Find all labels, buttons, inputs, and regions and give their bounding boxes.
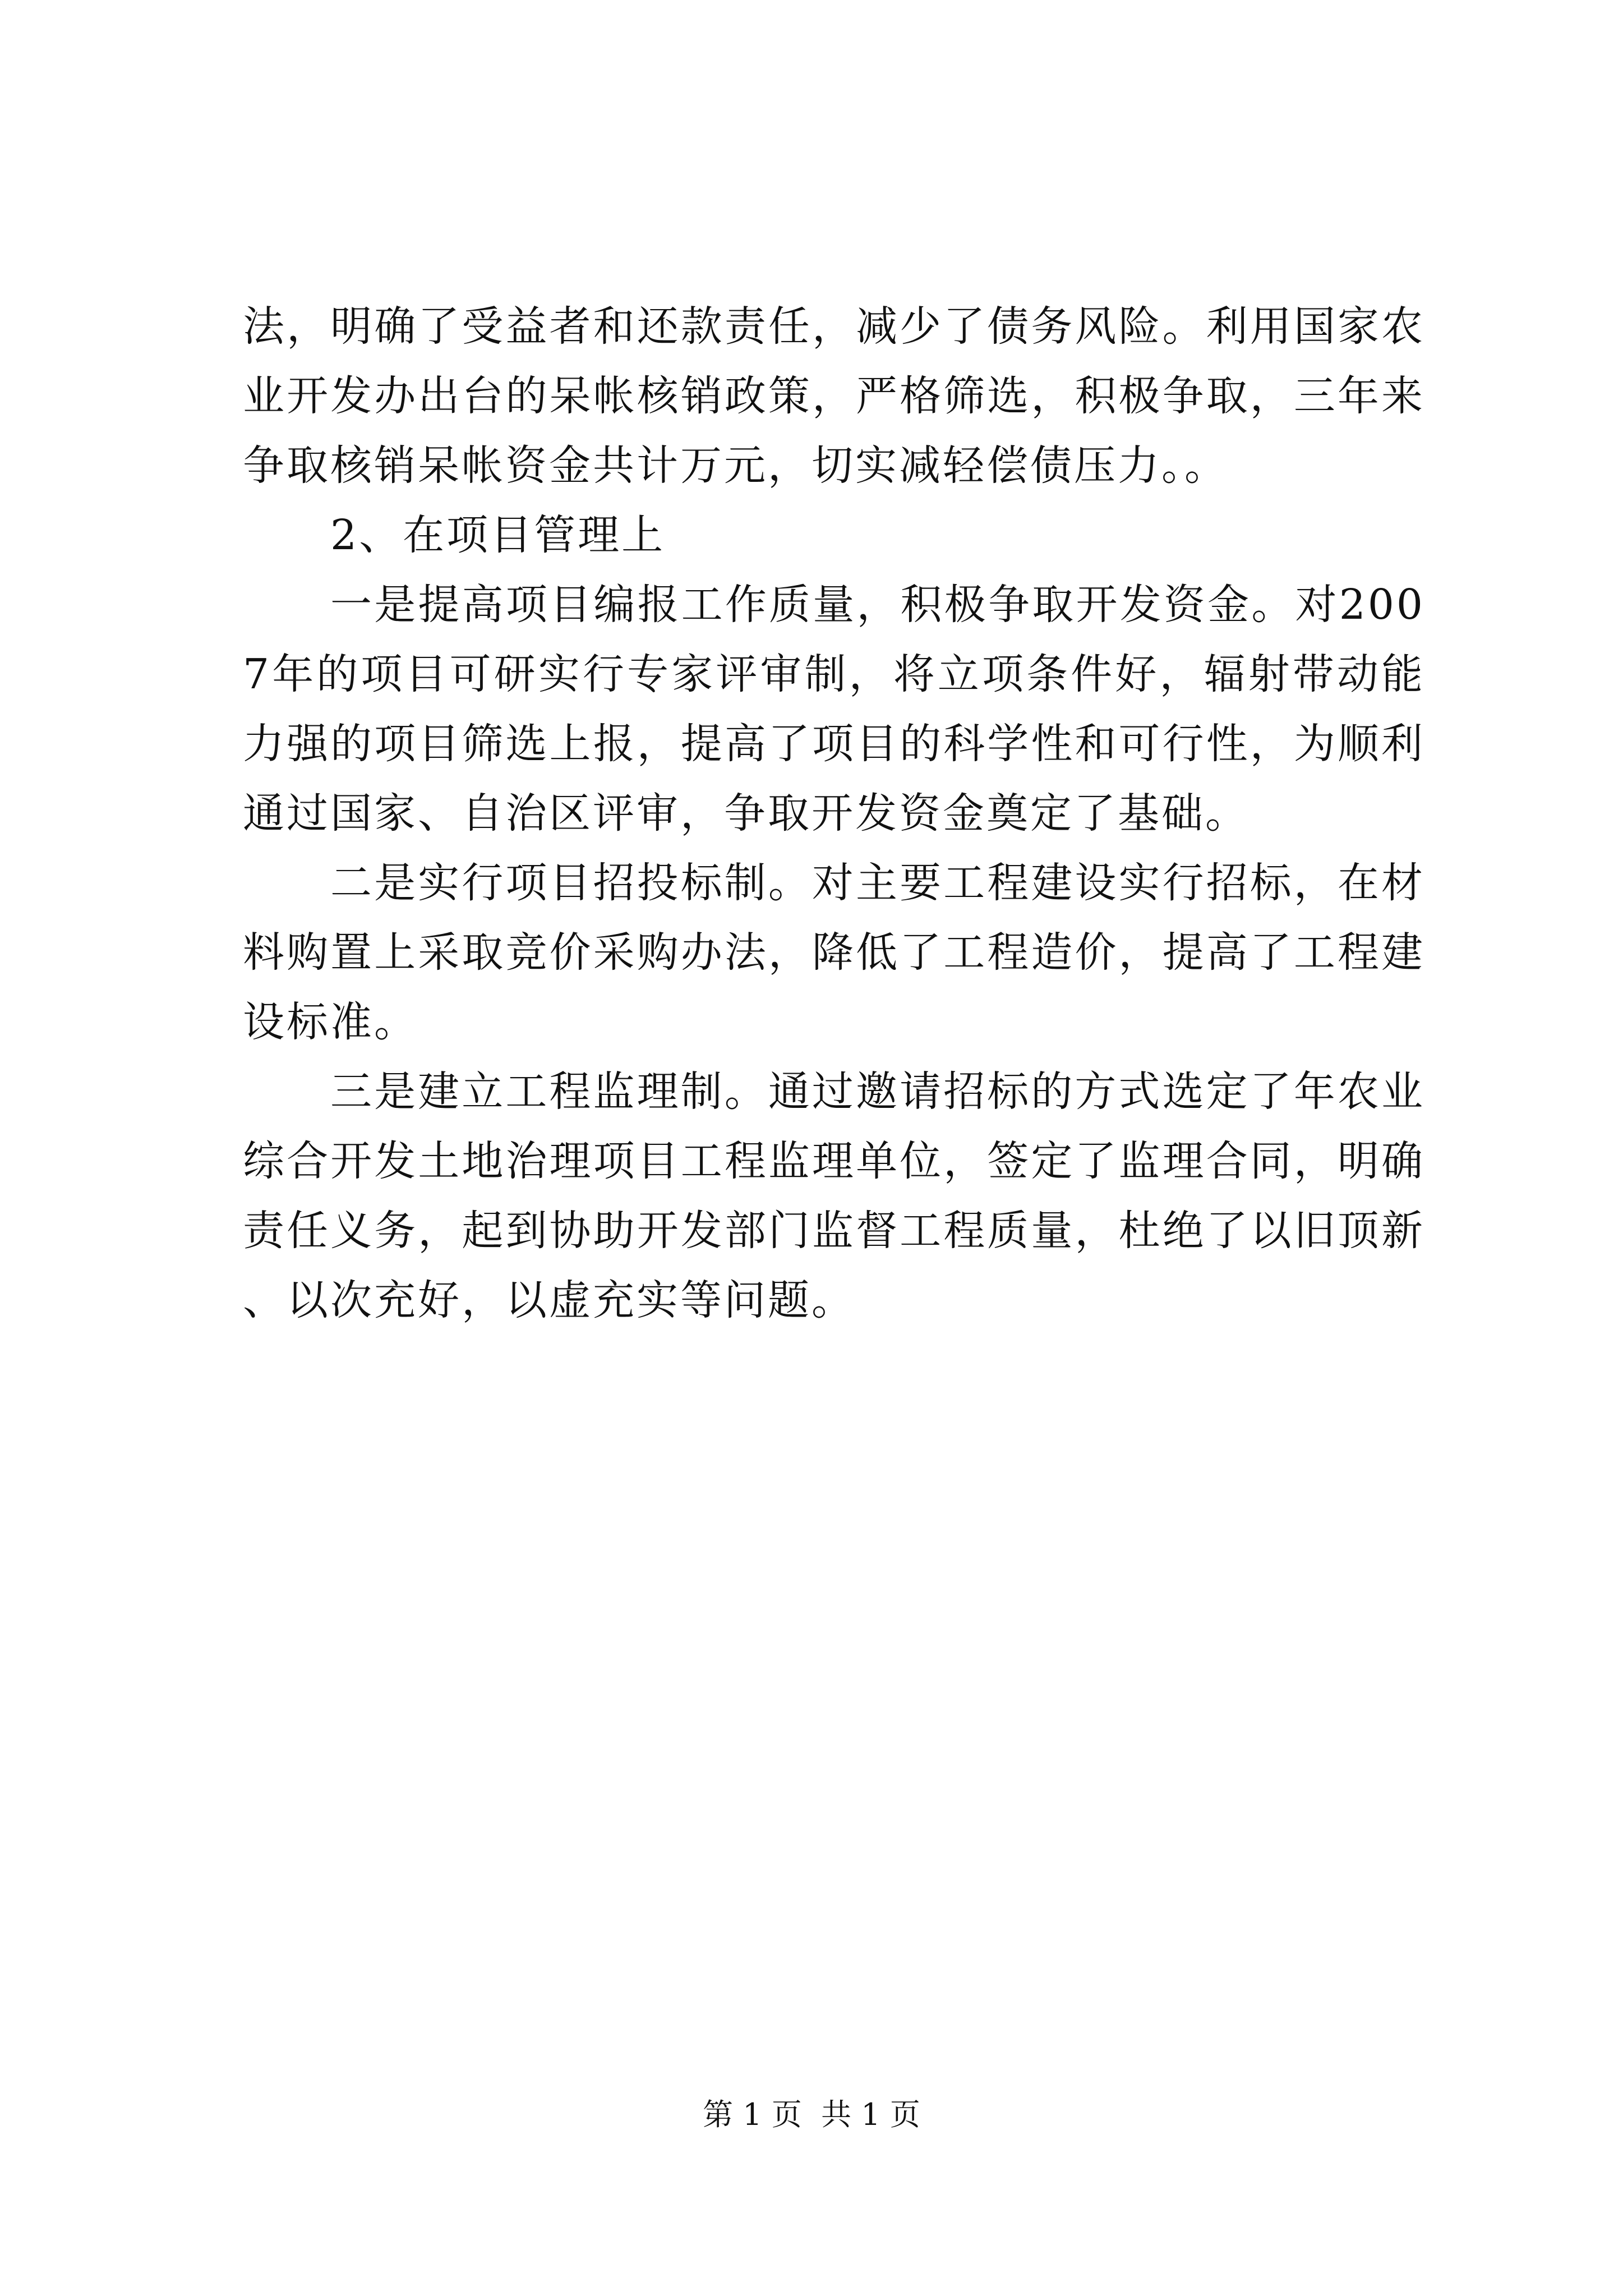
paragraph-item-2: 二是实行项目招投标制。对主要工程建设实行招标，在材料购置上采取竞价采购办法，降低了工程造价，提高了工程建设标准。 [243,859,1425,1046]
paragraph-item-1: 一是提高项目编报工作质量，积极争取开发资金。对2007年的项目可研实行专家评审制，将立项条件好，辐射带动能力强的项目筛选上报，提高了项目的科学性和可行性，为顺利通过国家、自治区评审，争取开发资金奠定了基础。 [243,581,1425,838]
paragraph-item-3: 三是建立工程监理制。通过邀请招标的方式选定了年农业综合开发土地治理项目工程监理单位，签定了监理合同，明确责任义务，起到协助开发部门监督工程质量，杜绝了以旧顶新、以次充好，以虚充实等问题。 [243,1068,1425,1324]
document-body [243,292,1425,1335]
section-heading: 2、在项目管理上 [330,511,666,559]
page-number-footer: 第 1 页 共 1 页 [703,2097,920,2132]
paragraph-continuation: 法，明确了受益者和还款责任，减少了债务风险。利用国家农业开发办出台的呆帐核销政策，严格筛选，积极争取，三年来争取核销呆帐资金共计万元，切实减轻偿债压力。。 [243,302,1425,490]
